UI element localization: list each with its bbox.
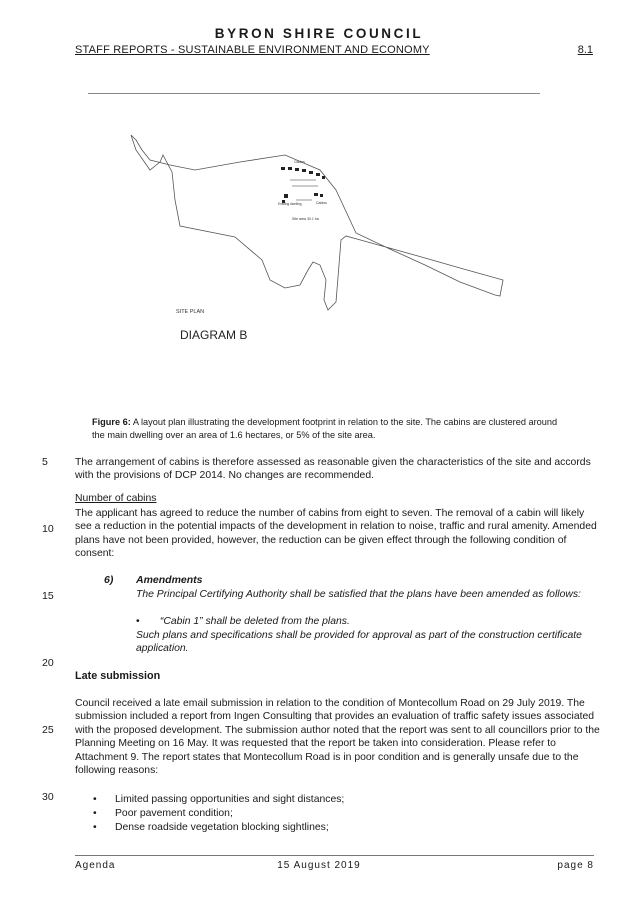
caption-text: A layout plan illustrating the development footprint in relation to the site. The cabins are clustered around the main dwelling over an area of 1.6 hectares, or 5% of the site area. (92, 417, 558, 440)
line-number: 25 (42, 724, 54, 736)
footer-date: 15 August 2019 (277, 860, 361, 871)
cabin-marker (281, 167, 285, 170)
department-heading: STAFF REPORTS - SUSTAINABLE ENVIRONMENT AND ECONOMY (75, 44, 430, 56)
line-number: 20 (42, 657, 54, 669)
diagram-label: DIAGRAM B (180, 328, 248, 342)
line-number: 5 (42, 456, 48, 468)
bullet-icon: • (136, 616, 140, 627)
number-of-cabins-heading: Number of cabins (75, 493, 157, 504)
late-submission-heading: Late submission (75, 670, 161, 682)
list-item: • Poor pavement condition; (75, 807, 344, 821)
cabin-marker (320, 194, 323, 197)
line-number: 10 (42, 523, 54, 535)
cabin-marker (295, 168, 299, 171)
section-number: 8.1 (577, 44, 593, 56)
existing-dwelling-label: Existing dwelling (278, 202, 302, 206)
line-number: 15 (42, 590, 54, 602)
condition-text-2: Such plans and specifications shall be provided for approval as part of the construction certificate application. (136, 630, 582, 655)
cabin-marker (314, 193, 318, 196)
footer-left: Agenda (75, 860, 116, 871)
list-item: • Dense roadside vegetation blocking sightlines; (75, 821, 344, 835)
site-area-label: Site area 30.1 ha (292, 217, 319, 221)
list-item: • Limited passing opportunities and sight distances; (75, 793, 344, 807)
line-number: 30 (42, 791, 54, 803)
cabin-marker (322, 176, 325, 179)
condition-number: 6) (104, 574, 114, 586)
cabin-marker (288, 167, 292, 170)
reasons-list (75, 793, 344, 836)
paragraph-arrangement: The arrangement of cabins is therefore assessed as reasonable given the characteristics of the site and accords with the provisions of DCP 2014. No changes are recommended. (75, 457, 591, 482)
site-plan-label: SITE PLAN (176, 309, 205, 315)
cabin-marker (309, 171, 313, 174)
condition-text: The Principal Certifying Authority shall be satisfied that the plans have been amended as follows: (136, 589, 581, 600)
caption-label: Figure 6: (92, 417, 131, 427)
condition-title: Amendments (136, 574, 203, 586)
cabin-marker (302, 169, 306, 172)
paragraph-late-submission: Council received a late email submission in relation to the condition of Montecollum Road on 29 July 2019. The submission included a report from Ingen Consulting that provides an evaluation of traffic safety issues associated with the proposed development. The submission author noted that the report was sent to all councillors prior to the Planning Meeting on 16 May. It was requested that the report be taken into consideration. Please refer to Attachment 9. The report states that Montecollum Road is in poor condition and is generally unsafe due to the following reasons: (75, 698, 600, 777)
site-boundary (131, 135, 503, 310)
cabin-marker (316, 173, 320, 176)
cabins-bottom-label: Cabins (316, 201, 327, 205)
condition-bullet (136, 615, 596, 628)
cabin-marker (284, 194, 288, 198)
cabins-top-label: Cabins (294, 160, 305, 164)
figure-caption (92, 416, 562, 442)
condition-bullet-text: “Cabin 1” shall be deleted from the plans. (159, 616, 350, 627)
footer-rule (75, 855, 594, 856)
cabin-markers (281, 167, 325, 203)
footer-page: page 8 (557, 860, 594, 871)
council-title: BYRON SHIRE COUNCIL (214, 26, 424, 41)
paragraph-number-of-cabins: The applicant has agreed to reduce the number of cabins from eight to seven. The removal of a cabin will likely see a reduction in the potential impacts of the development in relation to noise, traffic and rural amenity. Amended plans have not been provided, however, the reduction can be given effect through the following condition of consent: (75, 508, 597, 560)
